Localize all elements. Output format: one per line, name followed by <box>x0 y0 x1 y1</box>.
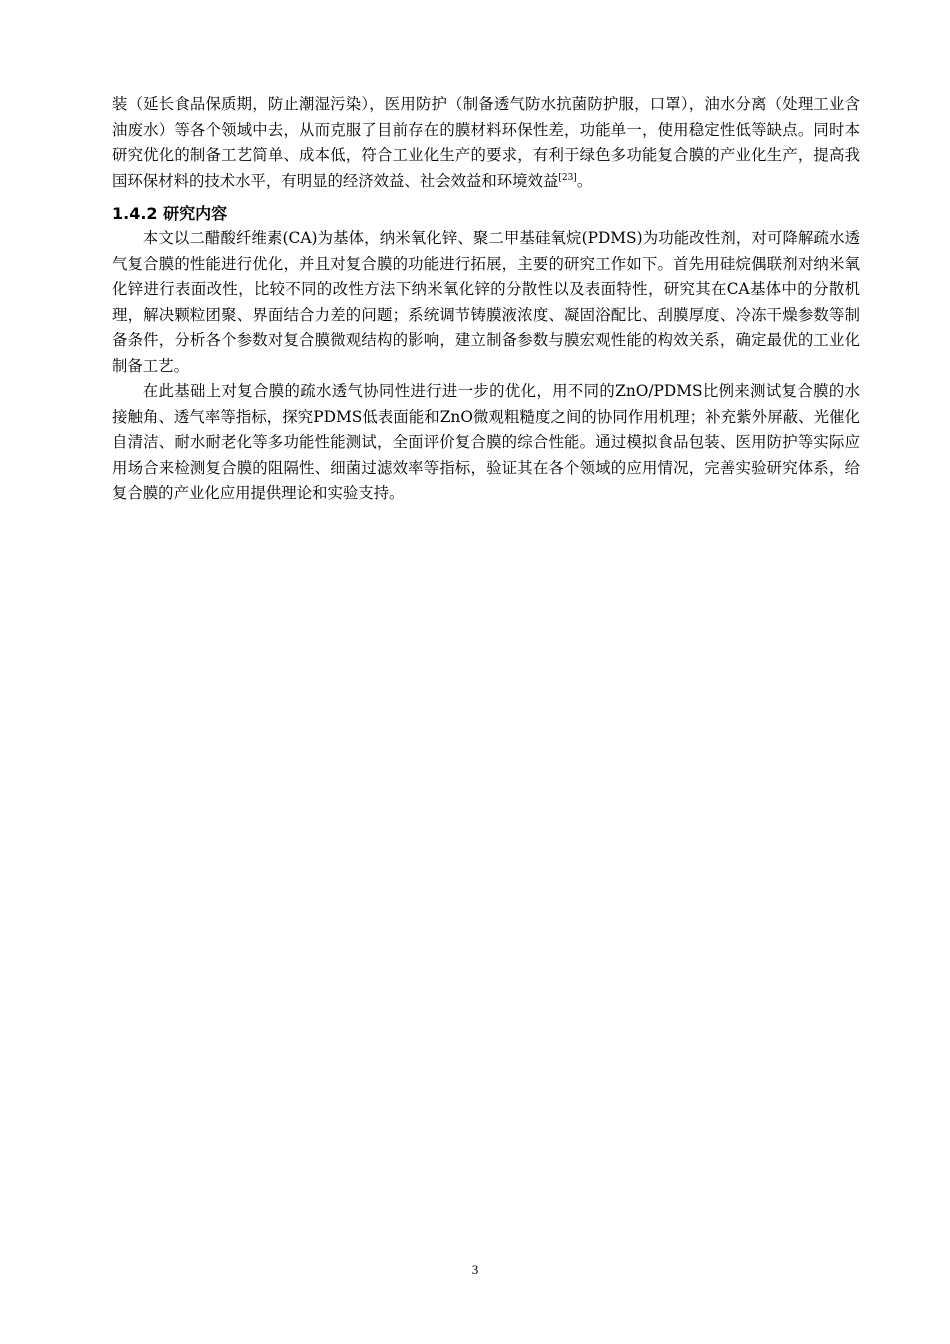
body-paragraph-2: 在此基础上对复合膜的疏水透气协同性进行进一步的优化，用不同的ZnO/PDMS比例来测试复合膜的水接触角、透气率等指标，探究PDMS低表面能和ZnO微观粗糙度之间的协同作用机理；补充紫外屏蔽、光催化自清洁、耐水耐老化等多功能性能测试，全面评价复合膜的综合性能。通过模拟食品包装、医用防护等实际应用场合来检测复合膜的阻隔性、细菌过滤效率等指标，验证其在各个领域的应用情况，完善实验研究体系，给复合膜的产业化应用提供理论和实验支持。 <box>112 382 860 502</box>
citation-superscript: [23] <box>558 172 577 183</box>
body-paragraph-1: 本文以二醋酸纤维素(CA)为基体，纳米氧化锌、聚二甲基硅氧烷(PDMS)为功能改性剂，对可降解疏水透气复合膜的性能进行优化，并且对复合膜的功能进行拓展，主要的研究工作如下。首先用硅烷偶联剂对纳米氧化锌进行表面改性，比较不同的改性方法下纳米氧化锌的分散性以及表面特性，研究其在CA基体中的分散机理，解决颗粒团聚、界面结合力差的问题；系统调节铸膜液浓度、凝固浴配比、刮膜厚度、冷冻干燥参数等制备条件，分析各个参数对复合膜微观结构的影响，建立制备参数与膜宏观性能的构效关系，确定最优的工业化制备工艺。 <box>112 229 860 375</box>
page-number: 3 <box>471 1262 479 1277</box>
intro-paragraph-end: 。 <box>576 171 593 190</box>
intro-paragraph <box>112 92 860 194</box>
section-heading: 1.4.2 研究内容 <box>112 204 228 223</box>
page-content <box>112 92 860 507</box>
intro-paragraph-text: 装（延长食品保质期，防止潮湿污染），医用防护（制备透气防水抗菌防护服，口罩），油水分离（处理工业含油废水）等各个领域中去，从而克服了目前存在的膜材料环保性差，功能单一，使用稳定性低等缺点。同时本研究优化的制备工艺简单、成本低，符合工业化生产的要求，有利于绿色多功能复合膜的产业化生产，提高我国环保材料的技术水平，有明显的经济效益、社会效益和环境效益 <box>112 95 860 190</box>
